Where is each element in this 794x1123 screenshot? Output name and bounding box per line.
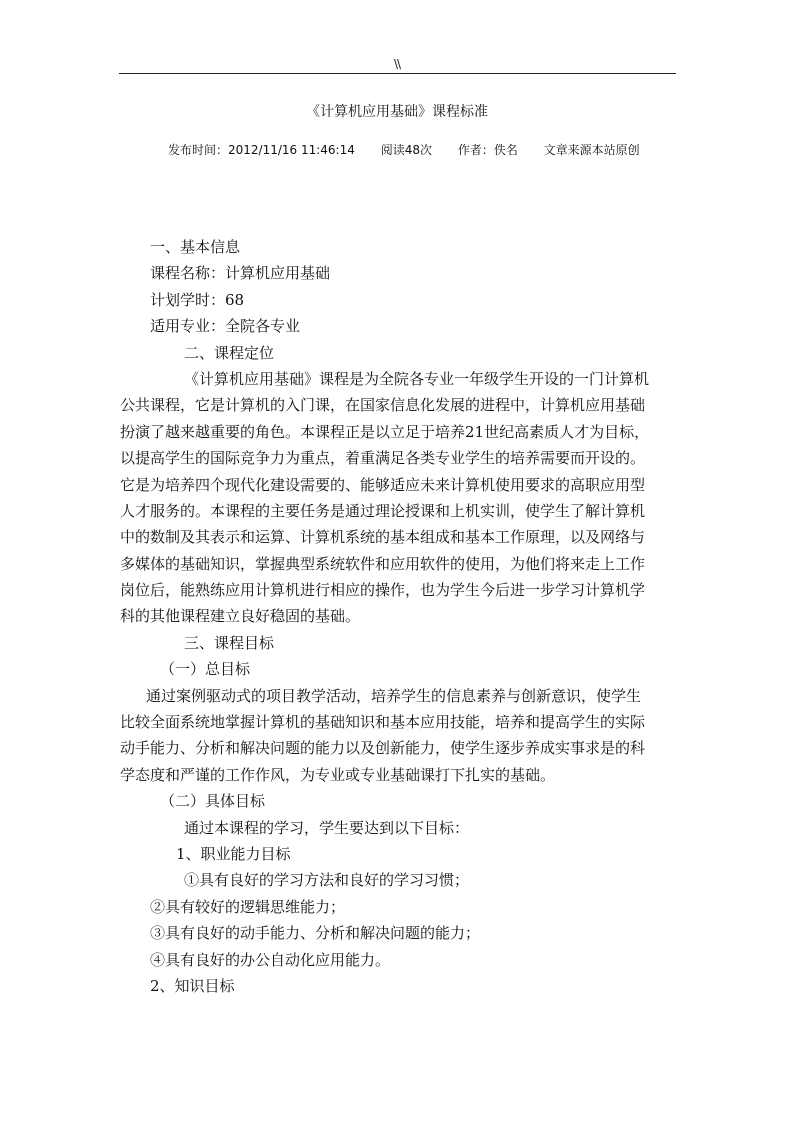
paragraph-line: 动手能力、分析和解决问题的能力以及创新能力，使学生逐步养成实事求是的科 — [120, 739, 646, 758]
read-count: 阅读48次 — [380, 143, 432, 157]
subsection-heading-overall-goal: （一）总目标 — [160, 660, 251, 679]
course-majors: 适用专业：全院各专业 — [150, 317, 301, 336]
paragraph-line: 公共课程，它是计算机的入门课，在国家信息化发展的进程中，计算机应用基础 — [120, 396, 646, 415]
vocational-goal-item: ④具有良好的办公自动化应用能力。 — [150, 950, 391, 969]
specific-goals-intro: 通过本课程的学习，学生要达到以下目标： — [184, 818, 470, 837]
article-source: 文章来源本站原创 — [543, 143, 640, 157]
vocational-goal-item: ②具有较好的逻辑思维能力； — [150, 897, 346, 916]
knowledge-goals-heading: 2、知识目标 — [150, 976, 235, 995]
paragraph-line: 它是为培养四个现代化建设需要的、能够适应未来计算机使用要求的高职应用型 — [120, 475, 646, 494]
vocational-goals-heading: 1、职业能力目标 — [176, 844, 291, 863]
paragraph-line: 扮演了越来越重要的角色。本课程正是以立足于培养21世纪高素质人才为目标， — [120, 422, 650, 441]
vocational-goal-item: ③具有良好的动手能力、分析和解决问题的能力； — [150, 924, 481, 943]
section-heading-objectives: 三、课程目标 — [184, 633, 275, 652]
paragraph-line: 比较全面系统地掌握计算机的基础知识和基本应用技能，培养和提高学生的实际 — [120, 713, 646, 732]
paragraph-line: 《计算机应用基础》课程是为全院各专业一年级学生开设的一门计算机 — [184, 369, 650, 388]
vocational-goal-item: ①具有良好的学习方法和良好的学习习惯； — [184, 871, 470, 890]
paragraph-line: 学态度和严谨的工作作风，为专业或专业基础课打下扎实的基础。 — [120, 765, 556, 784]
course-name: 课程名称：计算机应用基础 — [150, 264, 331, 283]
paragraph-line: 中的数制及其表示和运算、计算机系统的基本组成和基本工作原理，以及网络与 — [120, 528, 646, 547]
header-divider — [119, 73, 676, 74]
course-hours: 计划学时：68 — [150, 290, 245, 309]
subsection-heading-specific-goals: （二）具体目标 — [160, 792, 266, 811]
paragraph-line: 人才服务的。本课程的主要任务是通过理论授课和上机实训，使学生了解计算机 — [120, 501, 646, 520]
document-body — [120, 234, 690, 999]
paragraph-line: 通过案例驱动式的项目教学活动，培养学生的信息素养与创新意识，使学生 — [146, 686, 642, 705]
paragraph-line: 以提高学生的国际竞争力为重点，着重满足各类专业学生的培养需要而开设的。 — [120, 449, 646, 468]
article-meta — [168, 141, 640, 158]
document-title: 《计算机应用基础》课程标准 — [306, 104, 488, 120]
section-heading-basic-info: 一、基本信息 — [150, 238, 241, 256]
publish-time: 发布时间：2012/11/16 11:46:14 — [168, 143, 355, 157]
paragraph-line: 岗位后，能熟练应用计算机进行相应的操作，也为学生今后进一步学习计算机学 — [120, 581, 646, 600]
overall-goal-paragraph — [120, 683, 690, 789]
paragraph-line: 多媒体的基础知识，掌握典型系统软件和应用软件的使用，为他们将来走上工作 — [120, 554, 646, 573]
page-header-mark: \\ — [393, 57, 401, 71]
author: 作者：佚名 — [457, 143, 518, 157]
paragraph-line: 科的其他课程建立良好稳固的基础。 — [120, 607, 361, 626]
positioning-paragraph — [120, 366, 690, 630]
section-heading-positioning: 二、课程定位 — [184, 343, 275, 362]
